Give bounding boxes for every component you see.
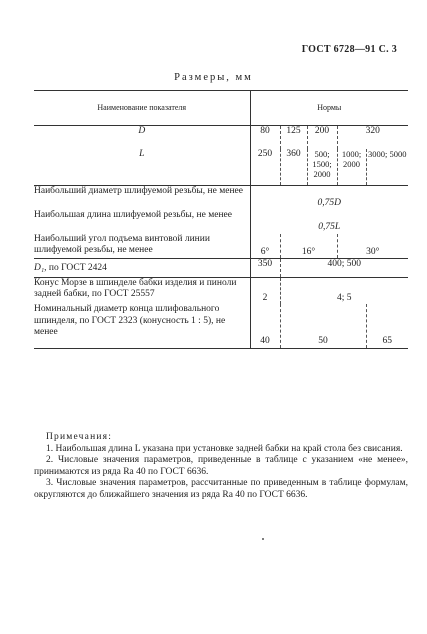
row-label-d: D [138, 126, 146, 136]
table-row [34, 304, 408, 348]
table-row-l [34, 149, 408, 186]
row-value: 40 [250, 304, 280, 348]
row-value: 65 [366, 304, 408, 348]
table-row [34, 278, 408, 305]
row-value: 0,75L [250, 210, 408, 234]
row-label-l: L [139, 149, 145, 159]
d1-standard: , по ГОСТ 2424 [44, 263, 107, 274]
row-value: 16° [280, 234, 337, 259]
d-value-320: 320 [337, 126, 408, 150]
row-value: 0,75D [250, 186, 408, 211]
row-label: Номинальный диаметр конца шлифовального шпинделя, по ГОСТ 2323 (конусность 1 : 5), не менее [34, 304, 226, 337]
note-item: 2. Числовые значения параметров, приведенные в таблице с указанием «не менее», принимаются из ряда Ra 40 по ГОСТ 6636. [34, 455, 408, 477]
row-value: 400; 500 [280, 259, 408, 278]
l-value-4: 1000; 2000 [337, 149, 366, 186]
page-header: ГОСТ 6728—91 С. 3 [301, 44, 397, 55]
row-label: Конус Морзе в шпинделе бабки изделия и пиноли задней бабки, по ГОСТ 25557 [34, 278, 237, 300]
note-item: 1. Наибольшая длина L указана при установке задней бабки на край стола без свисания. [46, 443, 403, 454]
row-value: 4; 5 [280, 278, 408, 305]
table-caption: Размеры, мм [174, 72, 253, 83]
table-row [34, 186, 408, 211]
table-row-d [34, 126, 408, 150]
d1-symbol: D₁ [34, 263, 45, 274]
row-value: 50 [280, 304, 366, 348]
note-item: 3. Числовые значения параметров, рассчитанные по приведенным в таблице формулам, округляются до ближайшего значения из ряда Ra 40 по ГОСТ 6636. [34, 478, 408, 500]
notes-section [34, 432, 408, 501]
d-value-125: 125 [280, 126, 307, 150]
row-label-d1 [34, 259, 250, 278]
parameters-table [34, 90, 408, 349]
l-value-2: 360 [280, 149, 307, 186]
table-header-row [34, 91, 408, 126]
notes-title: Примечания: [46, 432, 113, 442]
table-row [34, 259, 408, 278]
row-value: 30° [337, 234, 408, 259]
row-value: 6° [250, 234, 280, 259]
table-row [34, 210, 408, 234]
row-label: Наибольший диаметр шлифуемой резьбы, не менее [34, 186, 243, 196]
row-label: Наибольшая длина шлифуемой резьбы, не менее [34, 210, 232, 220]
table-row [34, 234, 408, 259]
row-value: 350 [250, 259, 280, 278]
scan-speck [262, 538, 264, 540]
d-value-200: 200 [307, 126, 337, 150]
l-value-1: 250 [250, 149, 280, 186]
row-label: Наибольший угол подъема винтовой линии шлифуемой резьбы, не менее [34, 234, 210, 256]
l-value-3: 500; 1500; 2000 [307, 149, 337, 186]
l-value-5: 3000; 5000 [366, 149, 408, 186]
d-value-80: 80 [250, 126, 280, 150]
column-header-parameter: Наименование показателя [97, 103, 187, 113]
row-value: 2 [250, 278, 280, 305]
column-header-norms: Нормы [250, 91, 408, 126]
